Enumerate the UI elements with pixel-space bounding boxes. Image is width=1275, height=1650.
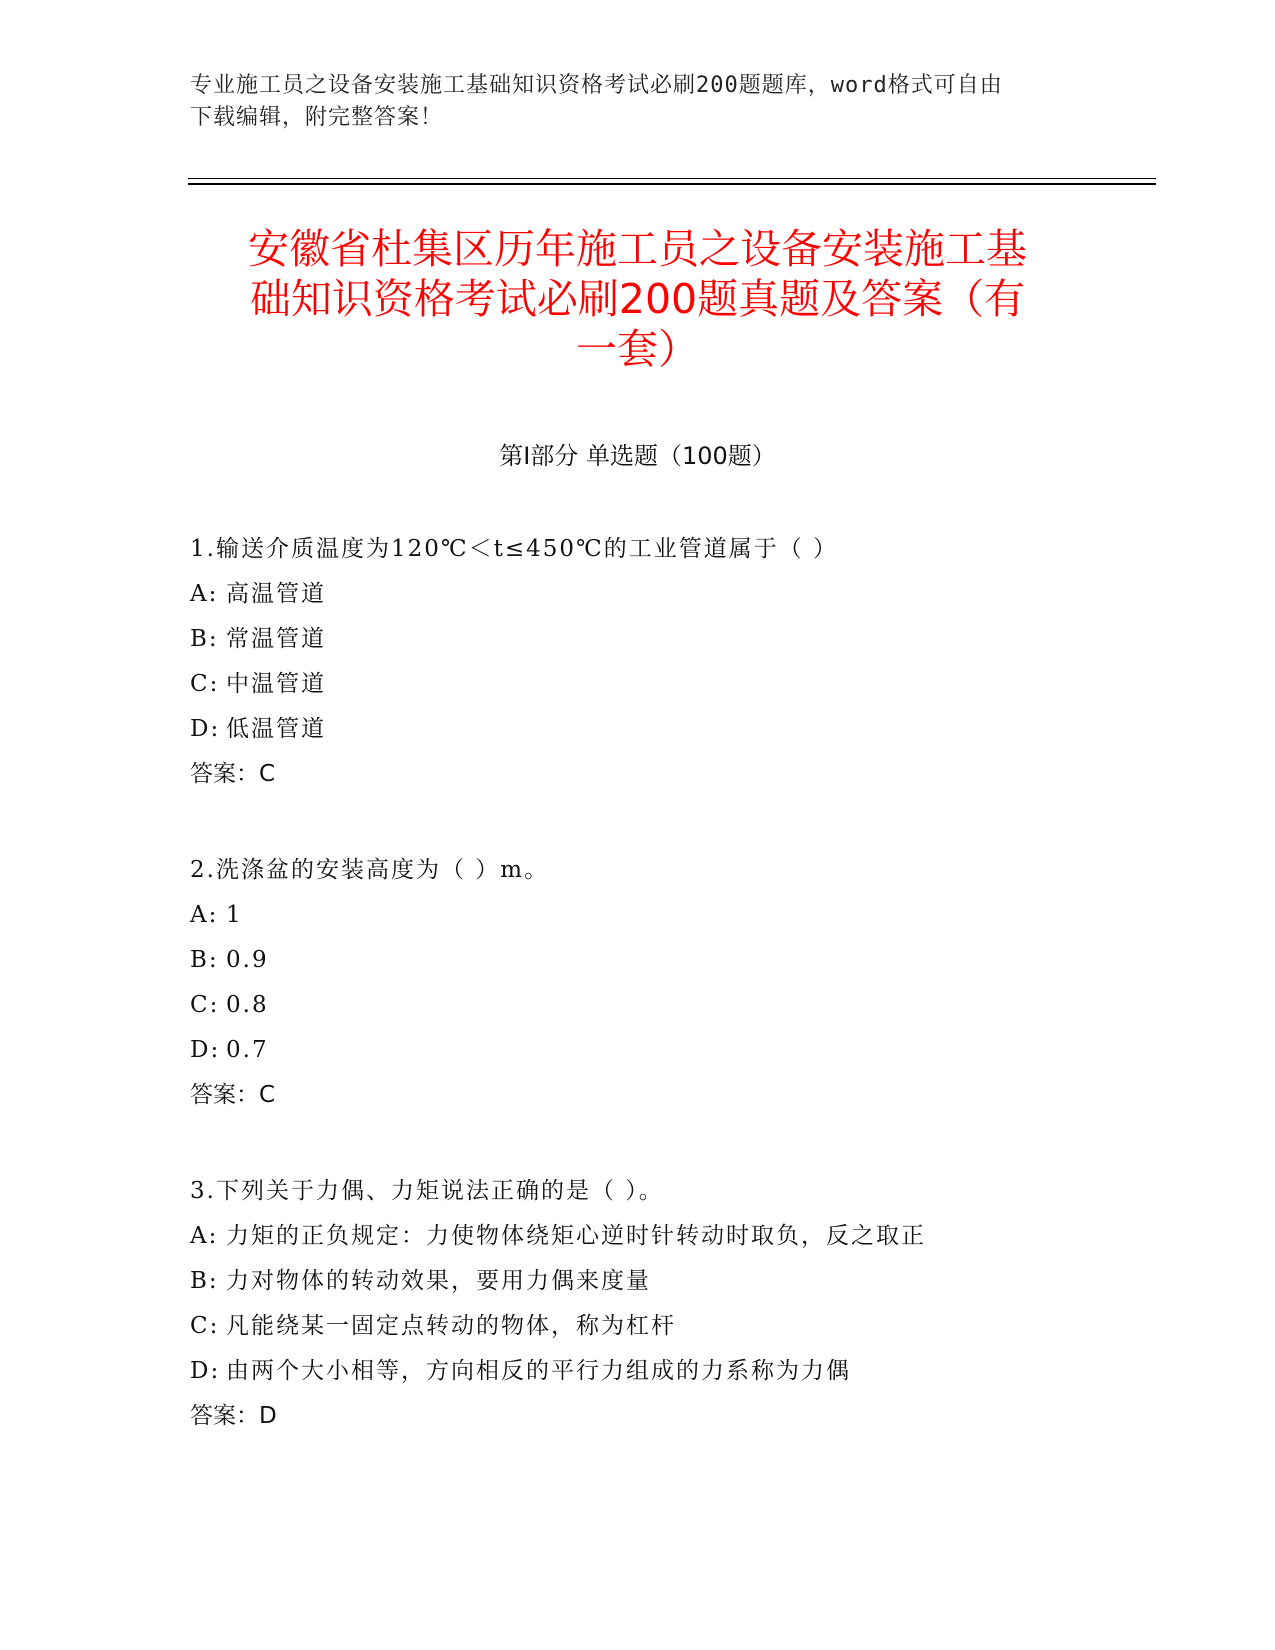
question-stem: 1.输送介质温度为120℃＜t≤450℃的工业管道属于（ ） [190,536,839,562]
option-text: 低温管道 [226,716,326,742]
option-b [190,1259,1090,1304]
option-text: 中温管道 [226,671,326,697]
option-key: C: [190,1313,220,1339]
header-note [190,70,1090,134]
option-text: 凡能绕某一固定点转动的物体，称为杠杆 [226,1313,676,1339]
option-key: B: [190,947,219,973]
option-key: C: [190,992,220,1018]
option-c [190,983,1090,1028]
option-key: B: [190,1268,219,1294]
document-title-line-1: 安徽省杜集区历年施工员之设备安装施工基 [248,225,1027,273]
option-b [190,938,1090,983]
question-1 [190,527,1090,797]
question-stem: 3.下列关于力偶、力矩说法正确的是（ ）。 [190,1178,664,1204]
option-key: D: [190,1037,221,1063]
option-a [190,572,1090,617]
header-note-line-1: 专业施工员之设备安装施工基础知识资格考试必刷200题题库，word格式可自由 [190,73,1003,98]
option-key: D: [190,716,221,742]
option-key: B: [190,626,219,652]
document-title-line-2: 础知识资格考试必刷200题真题及答案（有 [249,275,1026,323]
option-key: A: [190,1223,219,1249]
option-c [190,662,1090,707]
option-text: 0.8 [226,992,269,1018]
section-title: 第Ⅰ部分 单选题（100题） [499,442,776,470]
option-c [190,1304,1090,1349]
option-a [190,893,1090,938]
document-title [180,224,1095,374]
question-stem: 2.洗涤盆的安装高度为（ ）m。 [190,857,550,883]
option-text: 高温管道 [226,581,326,607]
option-key: D: [190,1358,221,1384]
answer: 答案：C [190,761,276,787]
answer: 答案：D [190,1403,277,1429]
option-text: 由两个大小相等，方向相反的平行力组成的力系称为力偶 [226,1358,851,1384]
header-note-line-2: 下载编辑，附完整答案！ [190,105,444,130]
option-text: 力对物体的转动效果，要用力偶来度量 [226,1268,651,1294]
option-d [190,707,1090,752]
option-text: 0.7 [226,1037,269,1063]
question-3 [190,1169,1090,1439]
option-key: A: [190,902,219,928]
answer: 答案：C [190,1082,276,1108]
header-rule-thick [188,183,1156,185]
option-d [190,1349,1090,1394]
option-key: C: [190,671,220,697]
option-key: A: [190,581,219,607]
option-b [190,617,1090,662]
option-text: 力矩的正负规定：力使物体绕矩心逆时针转动时取负，反之取正 [226,1223,926,1249]
option-d [190,1028,1090,1073]
option-text: 0.9 [226,947,269,973]
document-title-line-3: 一套） [576,325,699,373]
option-a [190,1214,1090,1259]
header-rule-thin [188,178,1156,179]
option-text: 常温管道 [226,626,326,652]
question-2 [190,848,1090,1118]
option-text: 1 [226,902,243,928]
